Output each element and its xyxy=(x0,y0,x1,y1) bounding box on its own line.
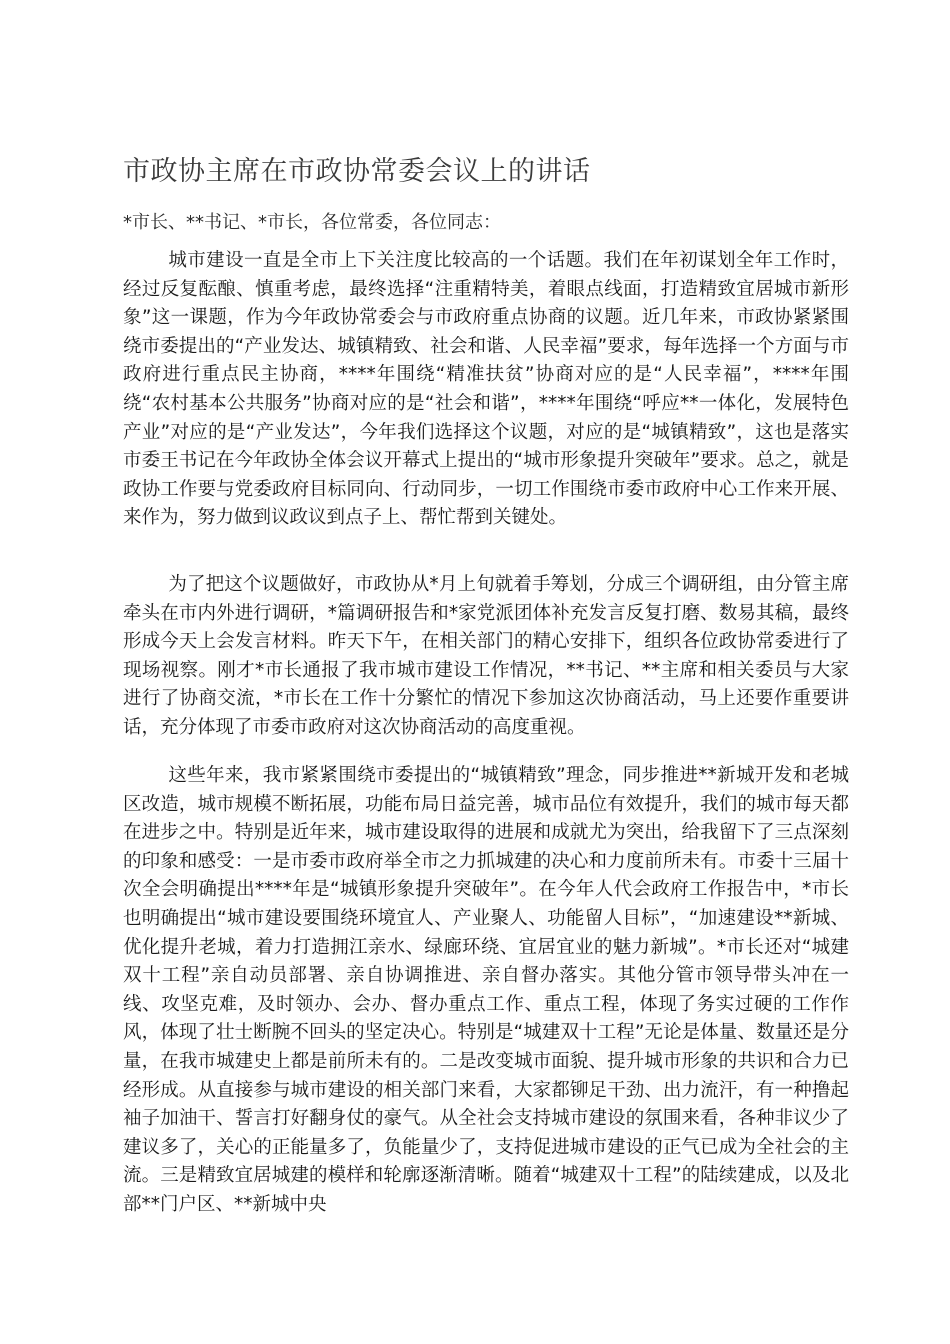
page-title: 市政协主席在市政协常委会议上的讲话 xyxy=(123,156,591,187)
salutation: *市长、**书记、*市长，各位常委，各位同志： xyxy=(123,212,501,233)
paragraph-1: 城市建设一直是全市上下关注度比较高的一个话题。我们在年初谋划全年工作时，经过反复酝酿、慎重考虑，最终选择“注重精特美，着眼点线面，打造精致宜居城市新形象”这一课题，作为今年政协常委会与市政府重点协商的议题。近几年来，市政协紧紧围绕市委提出的“产业发达、城镇精致、社会和谐、人民幸福”要求，每年选择一个方面与市政府进行重点民主协商，****年围绕“精准扶贫”协商对应的是“人民幸福”，****年围绕“农村基本公共服务”协商对应的是“社会和谐”，****年围绕“呼应**一体化，发展特色产业”对应的是“产业发达”，今年我们选择这个议题，对应的是“城镇精致”，这也是落实市委王书记在今年政协全体会议开幕式上提出的“城市形象提升突破年”要求。总之，就是政协工作要与党委政府目标同向、行动同步，一切工作围绕市委市政府中心工作来开展、来作为，努力做到议政议到点子上、帮忙帮到关键处。 xyxy=(123,250,849,529)
paragraph-3: 这些年来，我市紧紧围绕市委提出的“城镇精致”理念，同步推进**新城开发和老城区改造，城市规模不断拓展，功能布局日益完善，城市品位有效提升，我们的城市每天都在进步之中。特别是近年来，城市建设取得的进展和成就尤为突出，给我留下了三点深刻的印象和感受：一是市委市政府举全市之力抓城建的决心和力度前所未有。市委十三届十次全会明确提出****年是“城镇形象提升突破年”。在今年人代会政府工作报告中，*市长也明确提出“城市建设要围绕环境宜人、产业聚人、功能留人目标”，“加速建设**新城、优化提升老城，着力打造拥江亲水、绿廊环绕、宜居宜业的魅力新城”。*市长还对“城建双十工程”亲自动员部署、亲自协调推进、亲自督办落实。其他分管市领导带头冲在一线、攻坚克难，及时领办、会办、督办重点工作、重点工程，体现了务实过硬的工作作风，体现了壮士断腕不回头的坚定决心。特别是“城建双十工程”无论是体量、数量还是分量，在我市城建史上都是前所未有的。二是改变城市面貌、提升城市形象的共识和合力已经形成。从直接参与城市建设的相关部门来看，大家都铆足干劲、出力流汗，有一种撸起袖子加油干、誓言打好翻身仗的豪气。从全社会支持城市建设的氛围来看，各种非议少了建议多了，关心的正能量多了，负能量少了，支持促进城市建设的正气已成为全社会的主流。三是精致宜居城建的模样和轮廓逐渐清晰。随着“城建双十工程”的陆续建成，以及北部**门户区、**新城中央 xyxy=(123,765,849,1215)
paragraph-2: 为了把这个议题做好，市政协从*月上旬就着手筹划，分成三个调研组，由分管主席牵头在市内外进行调研，*篇调研报告和*家党派团体补充发言反复打磨、数易其稿，最终形成今天上会发言材料。昨天下午，在相关部门的精心安排下，组织各位政协常委进行了现场视察。刚才*市长通报了我市城市建设工作情况，**书记、**主席和相关委员与大家进行了协商交流，*市长在工作十分繁忙的情况下参加这次协商活动，马上还要作重要讲话，充分体现了市委市政府对这次协商活动的高度重视。 xyxy=(123,574,849,738)
